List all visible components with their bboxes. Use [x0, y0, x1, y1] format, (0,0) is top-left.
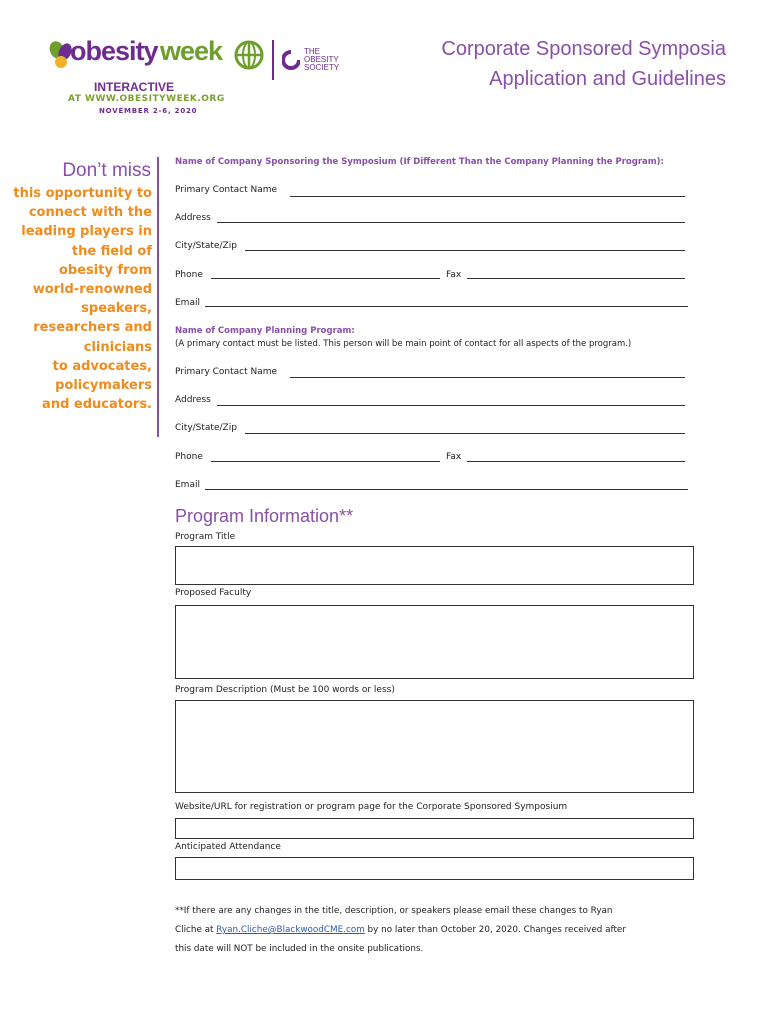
sidebar-line: to advocates, — [52, 358, 152, 374]
sponsor-fax-field[interactable] — [467, 278, 685, 279]
proposed-faculty-label: Proposed Faculty — [175, 588, 252, 598]
planning-email-field[interactable] — [205, 489, 688, 490]
program-info-heading: Program Information** — [175, 506, 354, 526]
globe-icon — [234, 40, 264, 70]
obesity-society-logo-icon — [282, 50, 300, 70]
sponsor-section-heading: Name of Company Sponsoring the Symposium (If Different Than the Company Planning the Program): — [175, 157, 664, 167]
sidebar-line: connect with the — [28, 205, 152, 221]
planning-address-label: Address — [175, 395, 211, 405]
sponsor-phone-field[interactable] — [211, 278, 440, 279]
proposed-faculty-field[interactable] — [175, 605, 694, 679]
sidebar-line: clinicians — [83, 339, 152, 355]
sidebar-line: the field of — [71, 243, 152, 259]
program-title-label: Program Title — [175, 532, 236, 542]
planning-phone-field[interactable] — [211, 461, 440, 462]
sponsor-city-field[interactable] — [245, 250, 685, 251]
society-line-1: THE — [304, 47, 320, 56]
planning-fax-label: Fax — [446, 452, 462, 462]
planning-city-label: City/State/Zip — [175, 423, 237, 433]
sidebar-line: this opportunity to — [13, 186, 152, 201]
logo-week-text: week — [160, 36, 223, 66]
sponsor-fax-label: Fax — [446, 270, 462, 280]
sponsor-email-field[interactable] — [205, 306, 688, 307]
planning-section-heading: Name of Company Planning Program: — [175, 326, 355, 336]
program-description-field[interactable] — [175, 700, 694, 793]
footnote-line-2-suffix: by no later than October 20, 2020. Changes received after — [364, 925, 626, 935]
planning-section-note: (A primary contact must be listed. This person will be main point of contact for all aspects of the program.) — [175, 339, 632, 349]
planning-contact-label: Primary Contact Name — [175, 367, 278, 377]
planning-address-field[interactable] — [217, 405, 685, 406]
planning-fax-field[interactable] — [467, 461, 685, 462]
footnote-line-1: **If there are any changes in the title, description, or speakers please email these changes to Ryan — [175, 906, 613, 916]
logo-divider — [272, 40, 274, 80]
footnote-line-2 — [175, 921, 705, 940]
sidebar-divider — [157, 157, 159, 437]
website-label: AT WWW.OBESITYWEEK.ORG — [68, 94, 225, 104]
sponsor-city-label: City/State/Zip — [175, 241, 237, 251]
sponsor-address-field[interactable] — [217, 222, 685, 223]
planning-email-label: Email — [175, 480, 200, 490]
sidebar-line: and educators. — [42, 397, 152, 413]
document-title — [406, 34, 726, 94]
sidebar-line: leading players in — [21, 224, 152, 240]
sponsor-contact-label: Primary Contact Name — [175, 185, 278, 195]
planning-contact-field[interactable] — [290, 377, 685, 378]
anticipated-attendance-field[interactable] — [175, 857, 694, 880]
sponsor-address-label: Address — [175, 213, 211, 223]
program-title-field[interactable] — [175, 546, 694, 585]
website-url-field[interactable] — [175, 818, 694, 839]
sidebar-line: world-renowned — [32, 282, 152, 298]
planning-phone-label: Phone — [175, 452, 203, 462]
event-dates: NOVEMBER 2-6, 2020 — [99, 107, 198, 115]
society-line-3: SOCIETY — [304, 63, 340, 72]
sidebar-heading: Don’t miss — [62, 160, 151, 181]
sponsor-email-label: Email — [175, 298, 200, 308]
sidebar-line: policymakers — [55, 378, 152, 394]
title-line-2: Application and Guidelines — [489, 68, 726, 90]
footnote-line-2-prefix: Cliche at — [175, 925, 217, 935]
title-line-1: Corporate Sponsored Symposia — [441, 38, 726, 60]
planning-city-field[interactable] — [245, 433, 685, 434]
anticipated-attendance-label: Anticipated Attendance — [175, 842, 281, 852]
website-url-label: Website/URL for registration or program page for the Corporate Sponsored Symposium — [175, 802, 568, 812]
interactive-label: INTERACTIVE — [94, 80, 175, 94]
footnote-line-3: this date will NOT be included in the onsite publications. — [175, 944, 424, 954]
society-line-2: OBESITY — [304, 55, 339, 64]
contact-email-link[interactable]: Ryan.Cliche@BlackwoodCME.com — [216, 925, 365, 935]
logo-obesity-text: obesity — [70, 36, 158, 66]
footnote — [175, 902, 705, 959]
event-logo — [44, 36, 354, 121]
sponsor-contact-field[interactable] — [290, 196, 685, 197]
sidebar-line: speakers, — [81, 301, 152, 317]
program-description-label: Program Description (Must be 100 words or less) — [175, 685, 395, 695]
society-name — [304, 48, 339, 72]
sidebar-message — [4, 184, 152, 414]
sponsor-phone-label: Phone — [175, 270, 203, 280]
sidebar-line: researchers and — [33, 320, 152, 336]
sidebar-line: obesity from — [58, 262, 152, 278]
